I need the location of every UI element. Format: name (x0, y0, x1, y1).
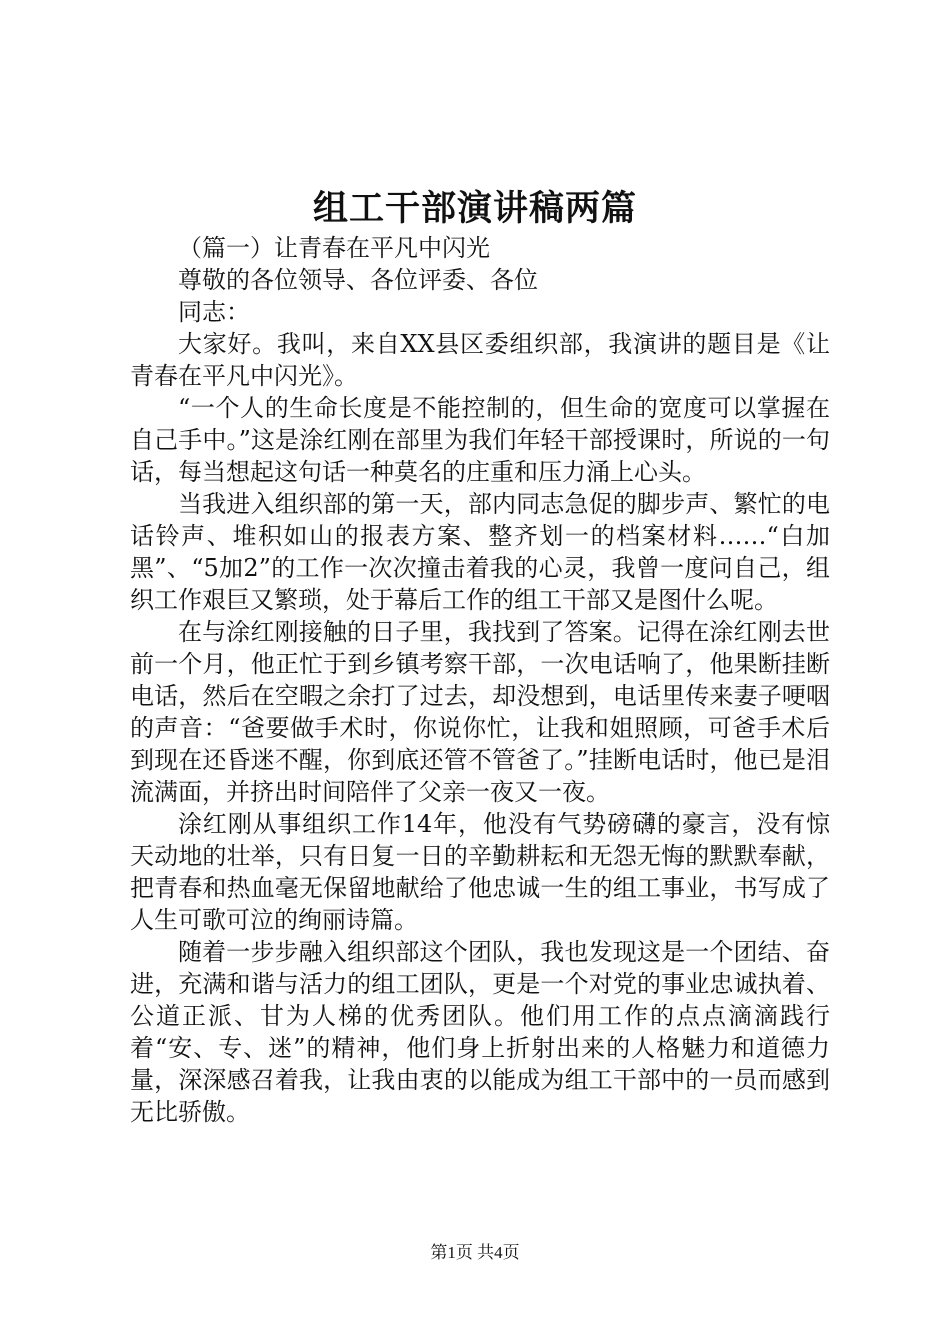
section-heading: （篇一）让青春在平凡中闪光 (178, 234, 490, 262)
body-paragraph: 涂红刚从事组织工作14年，他没有气势磅礴的豪言，没有惊天动地的壮举，只有日复一日的辛勤耕耘和无怨无悔的默默奉献，把青春和热血毫无保留地献给了他忠诚一生的组工事业，书写成了人生可歌可泣的绚丽诗篇。 (130, 810, 830, 934)
body-paragraph: 当我进入组织部的第一天，部内同志急促的脚步声、繁忙的电话铃声、堆积如山的报表方案、整齐划一的档案材料……“白加黑”、“5加2”的工作一次次撞击着我的心灵，我曾一度问自己，组织工作艰巨又繁琐，处于幕后工作的组工干部又是图什么呢。 (130, 490, 830, 614)
body-paragraph: “一个人的生命长度是不能控制的，但生命的宽度可以掌握在自己手中。”这是涂红刚在部里为我们年轻干部授课时，所说的一句话，每当想起这句话一种莫名的庄重和压力涌上心头。 (130, 394, 830, 486)
document-title: 组工干部演讲稿两篇 (312, 188, 637, 229)
body-paragraph: 在与涂红刚接触的日子里，我找到了答案。记得在涂红刚去世前一个月，他正忙于到乡镇考察干部，一次电话响了，他果断挂断电话，然后在空暇之余打了过去，却没想到，电话里传来妻子哽咽的声音：“爸要做手术时，你说你忙，让我和姐照顾，可爸手术后到现在还昏迷不醒，你到底还管不管爸了。”挂断电话时，他已是泪流满面，并挤出时间陪伴了父亲一夜又一夜。 (130, 618, 830, 806)
page-footer: 第1页 共4页 (430, 1243, 520, 1262)
body-paragraph: 随着一步步融入组织部这个团队，我也发现这是一个团结、奋进，充满和谐与活力的组工团队，更是一个对党的事业忠诚执着、公道正派、甘为人梯的优秀团队。他们用工作的点点滴滴践行着“安、专、迷”的精神，他们身上折射出来的人格魅力和道德力量，深深感召着我，让我由衷的以能成为组工干部中的一员而感到无比骄傲。 (130, 938, 830, 1126)
body-paragraph: 大家好。我叫，来自XX县区委组织部，我演讲的题目是《让青春在平凡中闪光》。 (130, 330, 830, 390)
salutation-line: 尊敬的各位领导、各位评委、各位 (178, 266, 538, 294)
salutation-line: 同志： (178, 298, 250, 326)
document-body (130, 232, 830, 1128)
